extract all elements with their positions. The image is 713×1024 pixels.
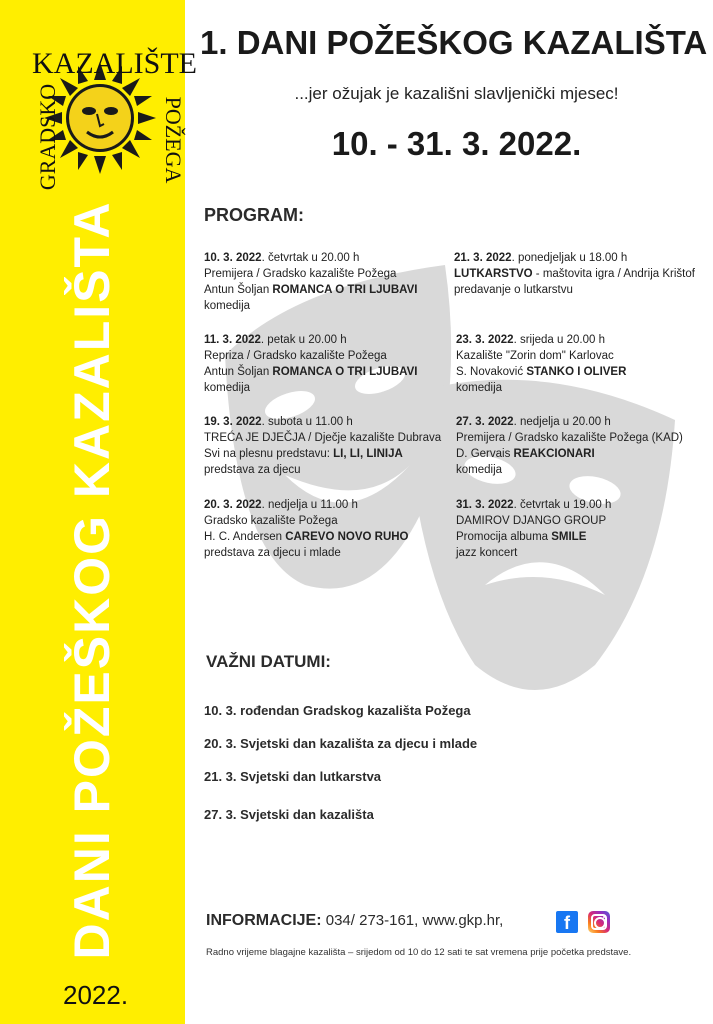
event-venue: DAMIROV DJANGO GROUP (456, 515, 607, 527)
box-office-hours-note: Radno vrijeme blagajne kazališta – srijedom od 10 do 12 sati te sat vremena prije početka predstave. (206, 947, 632, 958)
event-genre: predavanje o lutkarstvu (454, 284, 573, 296)
event-time: . petak u 20.00 h (260, 334, 347, 346)
event-genre: komedija (456, 464, 503, 476)
event-time: . ponedjeljak u 18.00 h (511, 252, 628, 264)
event-author: D. Gervais (456, 448, 514, 460)
page-subtitle: ...jer ožujak je kazališni slavljenički mjesec! (294, 84, 619, 103)
event-author: S. Novaković (456, 366, 527, 378)
event-item (204, 250, 454, 314)
important-date-item: 27. 3. Svjetski dan kazališta (204, 807, 374, 822)
logo-top-text: KAZALIŠTE (32, 47, 197, 80)
event-date: 10. 3. 2022 (204, 252, 262, 264)
event-time: . nedjelja u 11.00 h (261, 499, 358, 511)
event-genre: predstava za djecu (204, 464, 301, 476)
event-genre: komedija (204, 382, 251, 394)
event-time: . subota u 11.00 h (261, 416, 353, 428)
event-venue: Gradsko kazalište Požega (204, 515, 338, 527)
event-item (204, 414, 454, 478)
program-heading: PROGRAM: (204, 205, 304, 225)
event-time: . nedjelja u 20.00 h (513, 416, 611, 428)
event-venue: Premijera / Gradsko kazalište Požega (KAD) (456, 432, 683, 444)
event-show-title: REAKCIONARI (513, 448, 595, 460)
theatre-logo (18, 25, 197, 191)
event-date: 27. 3. 2022 (456, 416, 514, 428)
event-date: 19. 3. 2022 (204, 416, 262, 428)
event-time: . četvrtak u 20.00 h (261, 252, 360, 264)
important-date-item: 10. 3. rođendan Gradskog kazališta Požega (204, 703, 471, 718)
event-genre: jazz koncert (456, 547, 518, 559)
year-label: 2022. (63, 980, 129, 1010)
event-author: Svi na plesnu predstavu: (204, 448, 334, 460)
event-show-title: CAREVO NOVO RUHO (285, 531, 409, 543)
logo-right-text: POŽEGA (161, 96, 186, 184)
page-title: 1. DANI POŽEŠKOG KAZALIŠTA (200, 24, 708, 61)
event-date: 23. 3. 2022 (456, 334, 514, 346)
event-time: . četvrtak u 19.00 h (513, 499, 612, 511)
event-show-title: STANKO I OLIVER (526, 366, 627, 378)
event-item (454, 250, 704, 298)
event-venue: - maštovita igra / Andrija Krištof (532, 268, 695, 280)
logo-left-text: GRADSKO (35, 83, 60, 191)
important-date-item: 20. 3. Svjetski dan kazališta za djecu i mlade (204, 736, 478, 751)
event-venue: Premijera / Gradsko kazalište Požega (204, 268, 397, 280)
instagram-icon[interactable] (588, 911, 610, 933)
event-date: 21. 3. 2022 (454, 252, 512, 264)
event-date: 31. 3. 2022 (456, 499, 514, 511)
event-item (204, 332, 454, 396)
event-item (456, 414, 706, 478)
event-venue: Repriza / Gradsko kazalište Požega (204, 350, 387, 362)
contact-info (206, 912, 503, 930)
event-show-title: SMILE (551, 531, 587, 543)
event-item (456, 497, 706, 561)
event-show-title: ROMANCA O TRI LJUBAVI (272, 366, 418, 378)
event-item (204, 497, 454, 561)
event-date: 20. 3. 2022 (204, 499, 262, 511)
event-genre: komedija (204, 300, 251, 312)
event-show-title: ROMANCA O TRI LJUBAVI (272, 284, 418, 296)
event-author: Promocija albuma (456, 531, 552, 543)
festival-dates: 10. - 31. 3. 2022. (331, 125, 582, 162)
event-show-title: LUTKARSTVO (454, 268, 533, 280)
important-date-item: 21. 3. Svjetski dan lutkarstva (204, 769, 382, 784)
event-item (456, 332, 706, 396)
event-author: Antun Šoljan (204, 284, 273, 296)
event-time: . srijeda u 20.00 h (513, 334, 605, 346)
event-author: H. C. Andersen (204, 531, 286, 543)
event-date: 11. 3. 2022 (204, 334, 261, 346)
website-link[interactable]: www.gkp.hr, (422, 912, 504, 929)
info-label: INFORMACIJE: (206, 912, 322, 929)
phone-number: 034/ 273-161, (325, 912, 419, 929)
vertical-festival-title: DANI POŽEŠKOG KAZALIŠTA (64, 200, 120, 960)
event-author: Antun Šoljan (204, 366, 273, 378)
event-genre: komedija (456, 382, 503, 394)
event-venue: Kazalište "Zorin dom" Karlovac (456, 350, 614, 362)
facebook-icon[interactable]: f (556, 911, 578, 933)
event-genre: predstava za djecu i mlade (204, 547, 341, 559)
event-show-title: LI, LI, LINIJA (333, 448, 403, 460)
important-dates-heading: VAŽNI DATUMI: (206, 652, 331, 671)
event-venue: TREĆA JE DJEČJA / Dječje kazalište Dubrava (204, 432, 442, 444)
